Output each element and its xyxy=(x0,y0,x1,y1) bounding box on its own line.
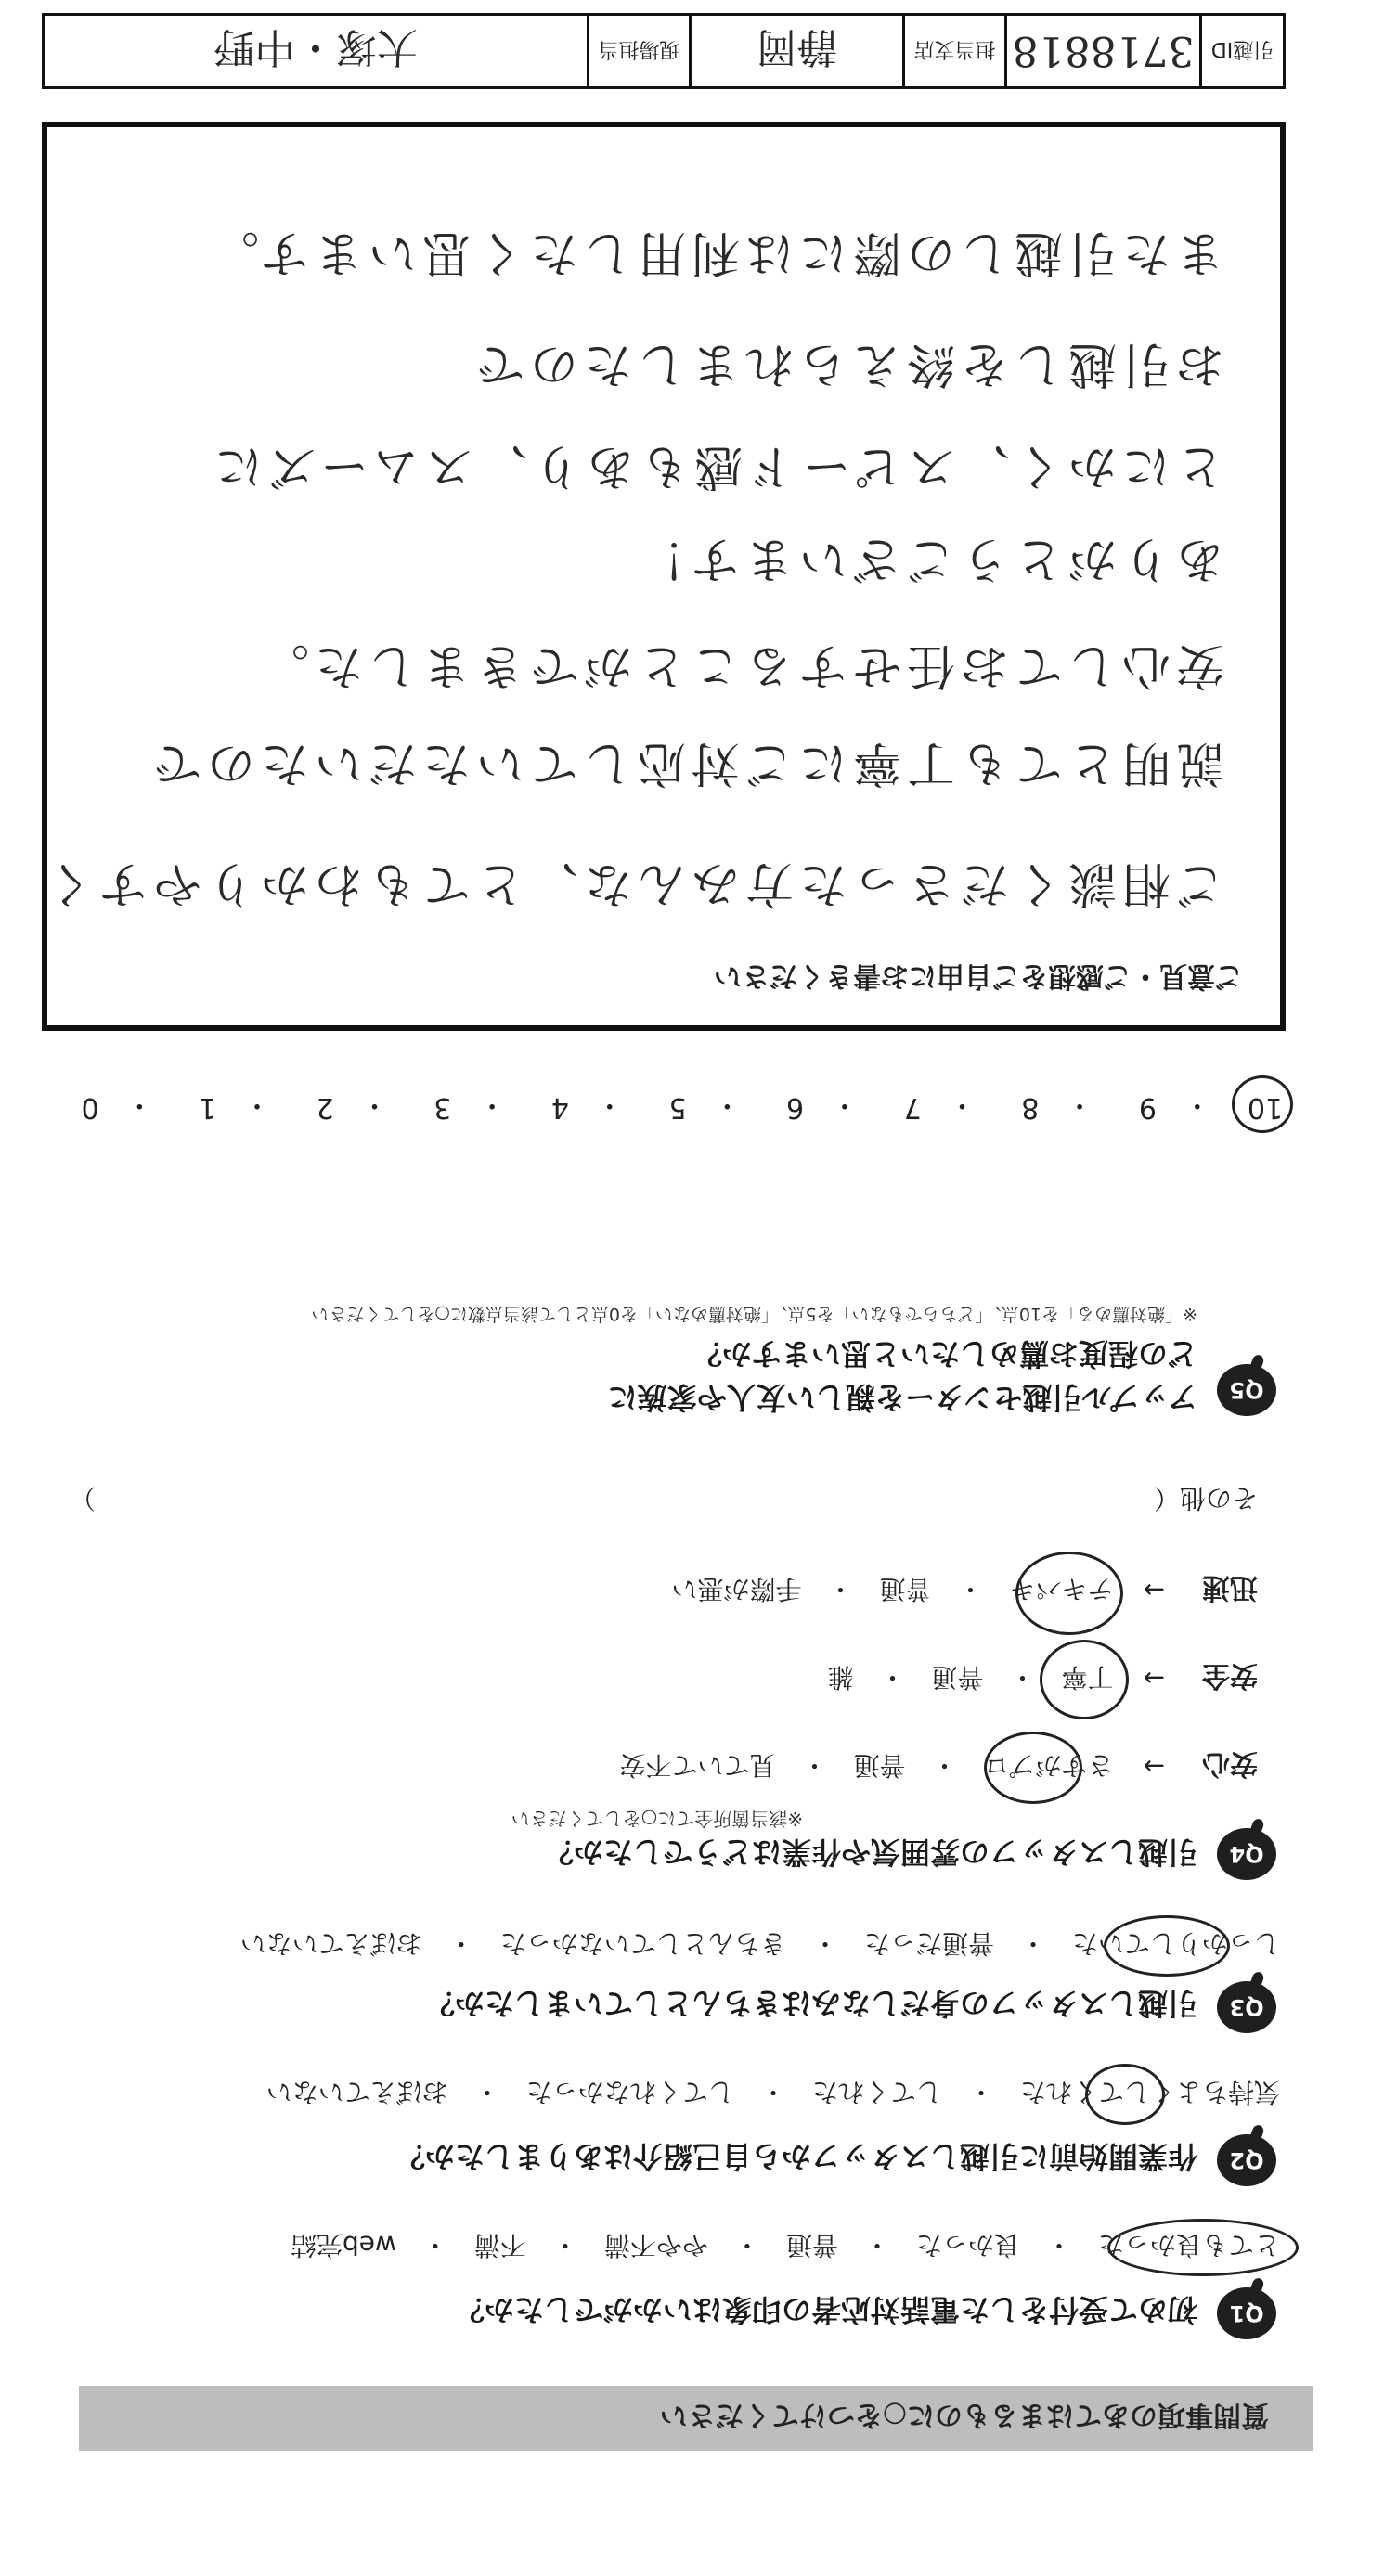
q2-option-1[interactable]: 気持ちよくしてくれた xyxy=(1015,2075,1286,2112)
arrow-right-icon: → xyxy=(1143,1663,1165,1694)
q3-option-4[interactable]: おぼえていない xyxy=(239,1928,422,1959)
q3-option-2[interactable]: 普通だった xyxy=(863,1928,994,1959)
branch-label: 担当支店 xyxy=(902,16,1004,86)
q5-question-line1: アップル引越センターを親しい友人や家族に xyxy=(607,1380,1197,1415)
scale-1[interactable]: 1 xyxy=(199,1091,217,1125)
instructions-text: 質問事項のあてはまるものに○をつけてください xyxy=(659,2399,1269,2431)
comment-line-7: また引越しの際には利用したく思います。 xyxy=(205,225,1224,280)
comment-title: ご意見・ご感想をご自由にお書きください xyxy=(714,960,1243,992)
lead-value: 大塚・中野 xyxy=(213,23,418,71)
q4-row-anzen: 安全 → 丁寧 ・ 普通 ・ 雑 xyxy=(821,1658,1258,1699)
comment-line-4: ありがとうございます！ xyxy=(631,531,1224,586)
q1-option-4[interactable]: やや不満 xyxy=(603,2230,708,2260)
scale-3[interactable]: 3 xyxy=(433,1091,452,1125)
branch-value: 静岡 xyxy=(689,16,902,86)
scale-9[interactable]: 9 xyxy=(1138,1091,1157,1125)
id-value: 3718818 xyxy=(1004,16,1199,86)
q4-anzen-option-2[interactable]: 普通 xyxy=(931,1662,984,1693)
q5-question-line2: どの程度お薦めしたいと思いますか？ xyxy=(692,1336,1197,1372)
q2-option-2[interactable]: してくれた xyxy=(811,2077,942,2107)
scale-4[interactable]: 4 xyxy=(550,1091,569,1125)
q4-question: 引越しスタッフの雰囲気や作業はどうでしたか？ xyxy=(543,1835,1197,1870)
q4-other-row xyxy=(70,1481,1258,1518)
scale-5[interactable]: 5 xyxy=(668,1091,687,1125)
q5-note: ※「絶対薦める」を10点、「どちらでもない」を5点、「絶対薦めない」を0点として該当点数に○をしてください xyxy=(311,1304,1197,1324)
q4-row-jinsoku: 迅速 → テキパキ ・ 普通 ・ 手際が悪い xyxy=(666,1570,1258,1611)
comment-line-3: 安心してお任せすることができました。 xyxy=(254,638,1224,693)
q4-anshin-option-1[interactable]: さすがプロ xyxy=(978,1748,1119,1785)
q4-anshin-option-3[interactable]: 見ていて不安 xyxy=(619,1750,776,1781)
q1-options: とても良かった ・ 良かった ・ 普通 ・ やや不満 ・ 不満 ・ web完結 xyxy=(285,2228,1286,2265)
comment-line-1: ご相談くださった方みんな、とてもわかりやすく xyxy=(39,856,1224,911)
scale-0[interactable]: 0 xyxy=(81,1091,99,1125)
q2-option-4[interactable]: おぼえていない xyxy=(265,2077,448,2107)
comment-line-2: 説明とても丁寧にご対応していただいたので xyxy=(147,735,1224,791)
q3-question: 引越しスタッフの身だしなみはきちんとしていましたか？ xyxy=(424,1986,1197,2021)
q4-row-anshin: 安心 → さすがプロ ・ 普通 ・ 見ていて不安 xyxy=(614,1746,1258,1787)
q1-option-6[interactable]: web完結 xyxy=(290,2230,396,2260)
q4-jinsoku-option-2[interactable]: 普通 xyxy=(879,1574,932,1604)
q4-other-label: その他（ xyxy=(1153,1483,1258,1513)
q5-scale: 10 ・ 9 ・ 8 ・ 7 ・ 6 ・ 5 ・ 4 ・ 3 ・ 2 ・ 1 ・ 0 xyxy=(70,1088,1286,1128)
scale-2[interactable]: 2 xyxy=(316,1091,334,1125)
scale-8[interactable]: 8 xyxy=(1021,1091,1040,1125)
admin-strip xyxy=(42,13,1286,89)
arrow-right-icon: → xyxy=(1143,1751,1165,1783)
q1-option-1[interactable]: とても良かった xyxy=(1093,2228,1286,2265)
q1-badge: Q1 xyxy=(1217,2287,1276,2339)
arrow-right-icon: → xyxy=(1143,1575,1165,1606)
scale-10[interactable]: 10 xyxy=(1245,1092,1286,1125)
q4-jinsoku-option-1[interactable]: テキパキ xyxy=(1004,1572,1119,1609)
q3-option-3[interactable]: きちんとしていなかった xyxy=(499,1928,786,1959)
q4-anzen-option-3[interactable]: 雑 xyxy=(827,1662,854,1693)
instructions-band xyxy=(79,2386,1313,2451)
comment-box[interactable] xyxy=(39,122,1286,1031)
q4-anshin-option-2[interactable]: 普通 xyxy=(853,1750,906,1781)
q4-row-label: 安全 xyxy=(1202,1659,1258,1692)
comment-line-5: とにかく、スピード感もあり、スムーズに xyxy=(209,438,1224,494)
q3-option-1[interactable]: しっかりしていた xyxy=(1067,1926,1286,1964)
q1-question: 初めて受付をした電話対応者の印象はいかがでしたか？ xyxy=(454,2292,1197,2327)
q2-option-3[interactable]: してくれなかった xyxy=(525,2077,734,2107)
q4-note: ※該当箇所全てに○をしてください xyxy=(511,1808,803,1830)
comment-line-6: お引越しを終えられましたので xyxy=(470,336,1224,392)
q4-row-label: 安心 xyxy=(1202,1747,1258,1780)
lead-label: 現場担当 xyxy=(587,16,689,86)
q2-options: 気持ちよくしてくれた ・ してくれた ・ してくれなかった ・ おぼえていない xyxy=(261,2075,1286,2112)
q3-options: しっかりしていた ・ 普通だった ・ きちんとしていなかった ・ おぼえていない xyxy=(235,1926,1286,1964)
q1-option-5[interactable]: 不満 xyxy=(473,2230,526,2260)
q4-row-label: 迅速 xyxy=(1202,1571,1258,1604)
q3-badge: Q3 xyxy=(1217,1981,1276,2033)
q5-badge: Q5 xyxy=(1217,1364,1276,1416)
scale-7[interactable]: 7 xyxy=(903,1091,922,1125)
q4-anzen-option-1[interactable]: 丁寧 xyxy=(1056,1660,1119,1697)
id-label: 引越ID xyxy=(1199,16,1283,86)
scale-6[interactable]: 6 xyxy=(786,1091,805,1125)
q4-other-close: ） xyxy=(70,1483,97,1513)
q2-badge: Q2 xyxy=(1217,2134,1276,2186)
q2-question: 作業開始前に引越しスタッフから自己紹介はありましたか？ xyxy=(395,2139,1197,2174)
q1-option-2[interactable]: 良かった xyxy=(915,2230,1020,2260)
q1-option-3[interactable]: 普通 xyxy=(785,2230,838,2260)
q4-badge: Q4 xyxy=(1217,1828,1276,1880)
q4-jinsoku-option-3[interactable]: 手際が悪い xyxy=(671,1574,802,1604)
